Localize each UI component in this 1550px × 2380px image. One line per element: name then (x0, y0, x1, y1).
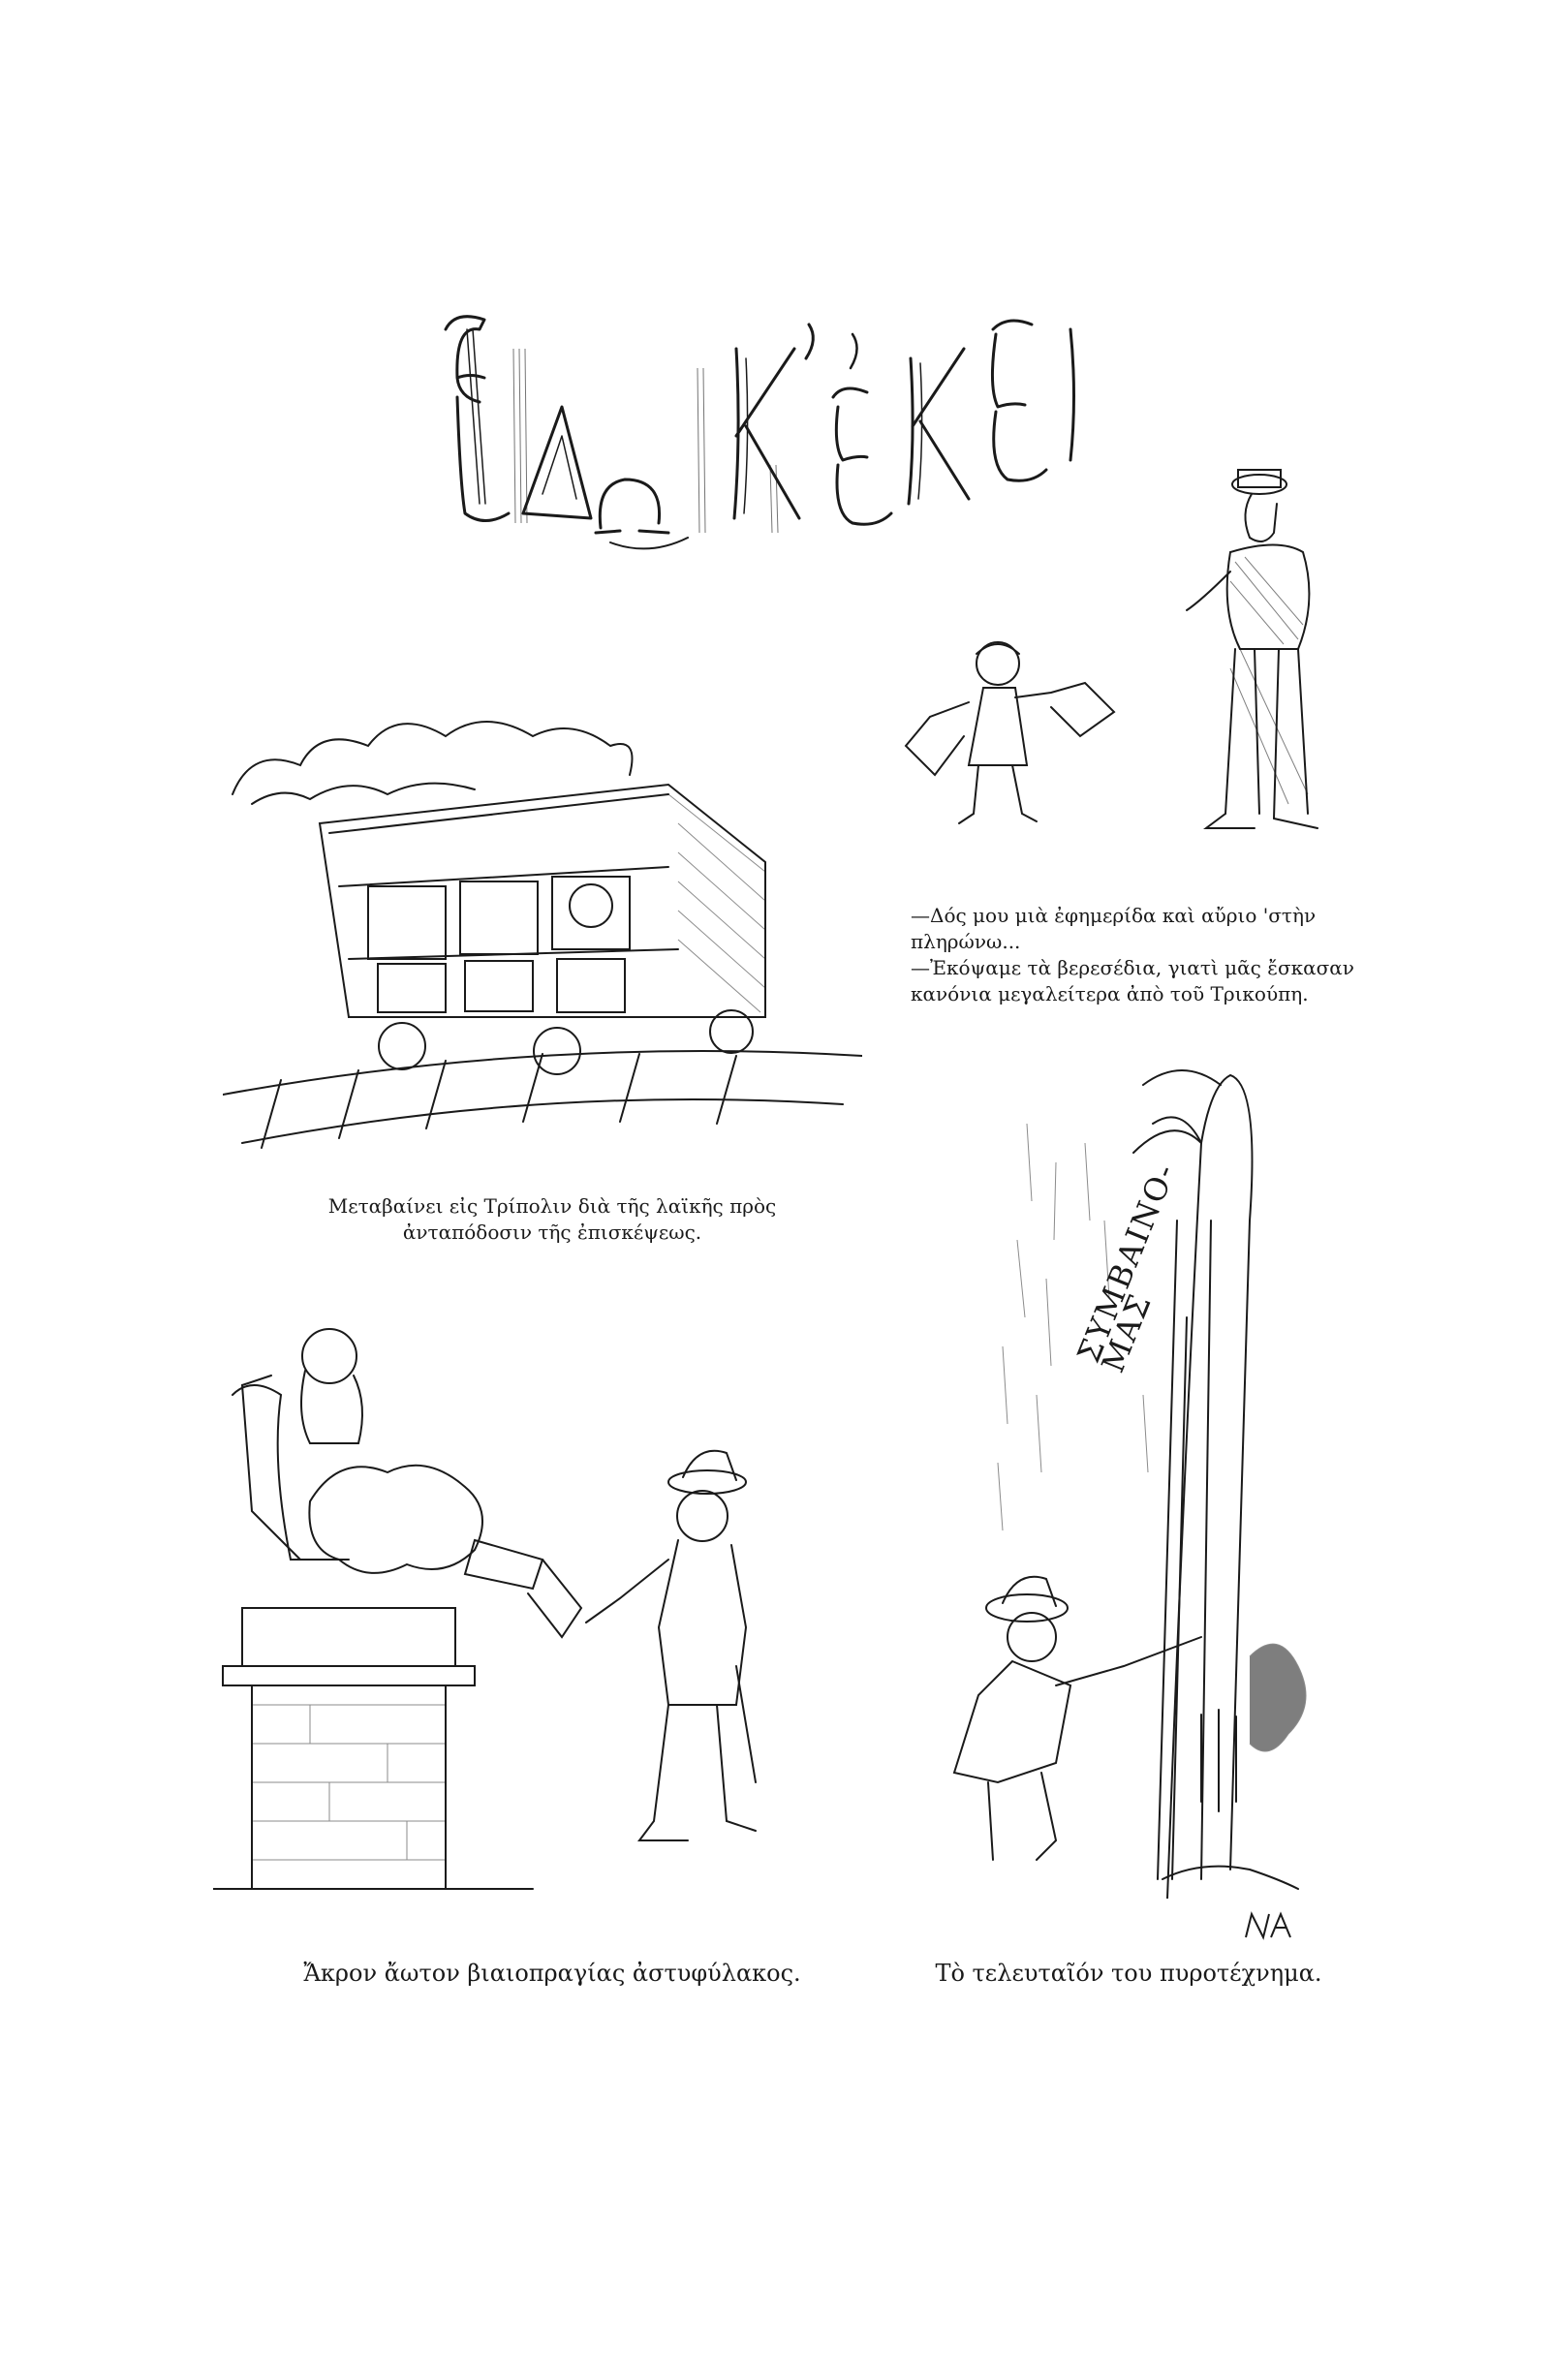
fireworks-caption (911, 1961, 1347, 1987)
tram-illustration (223, 688, 862, 1153)
dialogue-line-2: —Ἐκόψαμε τὰ βερεσέδια, γιατὶ μᾶς ἔσκασαν κανόνια μεγαλείτερα ἀπὸ τοῦ Τρικούπη. (911, 956, 1354, 1005)
fireworks-illustration (911, 1027, 1366, 1899)
tram-caption (262, 1193, 843, 1246)
artist-signature (1242, 1908, 1300, 1941)
statue-caption (281, 1961, 823, 1987)
newsboy-dialogue (911, 903, 1366, 1007)
dialogue-line-1: —Δός μου μιὰ ἐφημερίδα καὶ αὔριο 'στὴν πληρώνω... (911, 904, 1317, 953)
statue-illustration (213, 1317, 843, 1918)
inscription-text: ΣΥΜΒΑΙΝΟ-ΜΑΣ (1070, 1157, 1184, 1378)
statue-caption-text: Ἄκρον ἄωτον βιαιοπραγίας ἀστυφύλακος. (303, 1960, 801, 1987)
newsboy-illustration (891, 446, 1356, 872)
fireworks-caption-text: Τὸ τελευταῖόν του πυροτέχνημα. (935, 1960, 1322, 1987)
tram-caption-text: Μεταβαίνει εἰς Τρίπολιν διὰ τῆς λαϊκῆς πρὸς ἀνταπόδοσιν τῆς ἐπισκέψεως. (327, 1194, 777, 1244)
